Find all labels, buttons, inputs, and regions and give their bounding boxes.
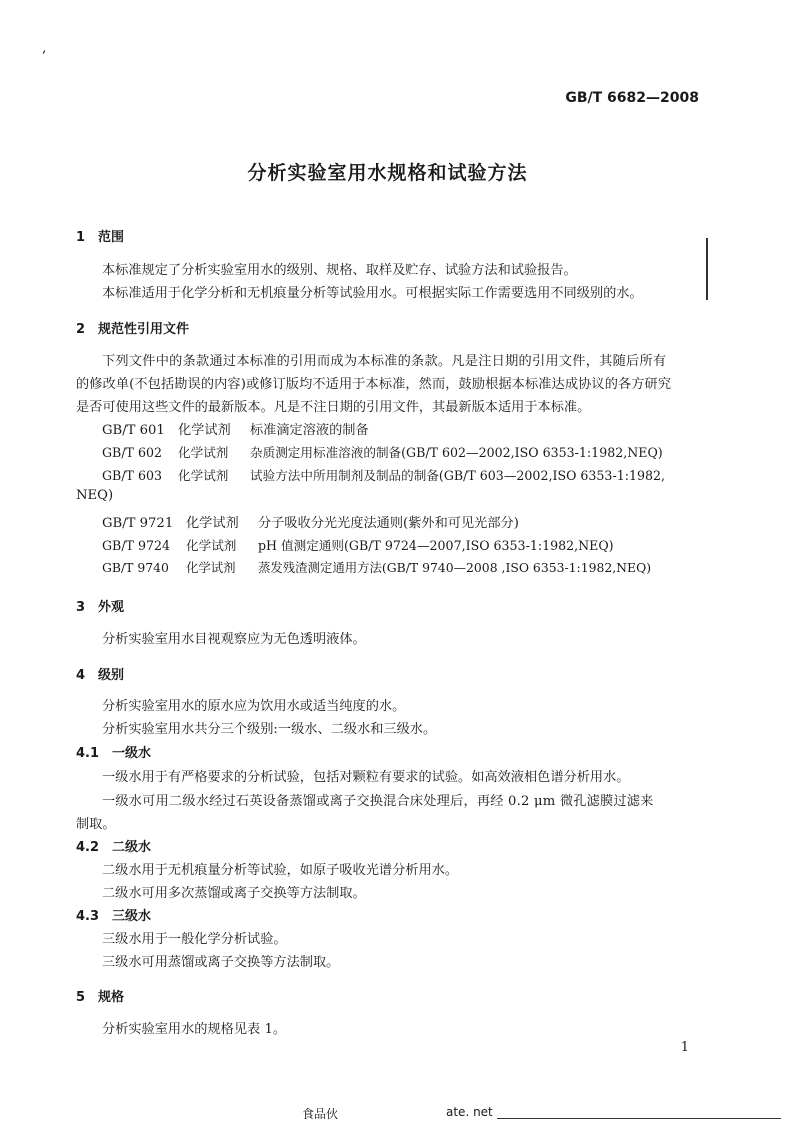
reference-row [102,442,663,461]
footer-rule [497,1118,781,1119]
section-2-intro-line-2: 的修改单(不包括勘误的内容)或修订版均不适用于本标准，然而，鼓励根据本标准达成协议的各方研究 [76,377,672,392]
section-4-3-heading: 4.3 三级水 [76,909,152,924]
reference-code: GB/T 601 [102,423,165,438]
reference-continuation: NEQ) [76,488,114,503]
reference-row [102,419,369,438]
reference-code: GB/T 9724 [102,538,171,553]
section-4-3-paragraph-2: 三级水可用蒸馏或离子交换等方法制取。 [102,955,340,970]
section-4-2-paragraph-2: 二级水可用多次蒸馏或离子交换等方法制取。 [102,886,366,901]
section-4-3-paragraph-1: 三级水用于一般化学分析试验。 [102,932,287,947]
section-1-paragraph-2: 本标准适用于化学分析和无机痕量分析等试验用水。可根据实际工作需要选用不同级别的水。 [102,286,643,301]
reference-category: 化学试剂 [178,468,229,483]
reference-row [102,535,614,554]
section-1-heading: 1 范围 [76,230,125,245]
reference-title: 试验方法中所用制剂及制品的制备(GB/T 603—2002,ISO 6353-1:1982, [250,468,666,483]
reference-code: GB/T 9721 [102,516,174,531]
reference-category: 化学试剂 [178,423,231,438]
reference-row [102,465,665,484]
reference-row [102,512,519,531]
reference-category: 化学试剂 [186,516,239,531]
reference-row [102,558,651,576]
footer [0,1105,789,1121]
corner-mark: , [42,40,47,56]
reference-title: 标准滴定溶液的制备 [250,423,369,438]
reference-title: 杂质测定用标准溶液的制备(GB/T 602—2002,ISO 6353-1:1982,NEQ) [250,445,663,460]
section-4-1-paragraph-2-line-1: 一级水可用二级水经过石英设备蒸馏或离子交换混合床处理后，再经 0.2 μm 微孔滤膜过滤来 [102,794,654,809]
section-3-paragraph-1: 分析实验室用水目视观察应为无色透明液体。 [102,632,366,647]
reference-category: 化学试剂 [186,560,236,575]
reference-code: GB/T 602 [102,445,162,460]
reference-category: 化学试剂 [178,445,229,460]
section-1-paragraph-1: 本标准规定了分析实验室用水的级别、规格、取样及贮存、试验方法和试验报告。 [102,263,577,278]
reference-code: GB/T 603 [102,468,162,483]
section-4-paragraph-1: 分析实验室用水的原水应为饮用水或适当纯度的水。 [102,699,406,714]
reference-code: GB/T 9740 [102,560,169,575]
section-4-paragraph-2: 分析实验室用水共分三个级别:一级水、二级水和三级水。 [102,722,437,737]
section-5-heading: 5 规格 [76,990,125,1005]
document-title: 分析实验室用水规格和试验方法 [247,162,528,184]
reference-title: pH 值测定通则(GB/T 9724—2007,ISO 6353-1:1982,NEQ) [258,538,614,553]
reference-title: 分子吸收分光光度法通则(紫外和可见光部分) [258,516,519,531]
section-4-1-paragraph-1: 一级水用于有严格要求的分析试验，包括对颗粒有要求的试验。如高效液相色谱分析用水。 [102,770,630,785]
standard-number: GB/T 6682—2008 [565,90,699,106]
section-2-intro-line-3: 是否可使用这些文件的最新版本。凡是不注日期的引用文件，其最新版本适用于本标准。 [76,400,591,415]
change-bar [706,238,708,300]
reference-title: 蒸发残渣测定通用方法(GB/T 9740—2008 ,ISO 6353-1:1982,NEQ) [258,560,652,575]
section-4-1-paragraph-2-line-2: 制取。 [76,817,116,832]
footer-left-text: 食品伙 [302,1107,339,1121]
section-4-2-paragraph-1: 二级水用于无机痕量分析等试验，如原子吸收光谱分析用水。 [102,863,459,878]
page-number: 1 [680,1040,689,1055]
footer-right-text: ate. net [446,1105,493,1119]
section-2-intro-line-1: 下列文件中的条款通过本标准的引用而成为本标准的条款。凡是注日期的引用文件，其随后所有 [102,354,667,369]
section-4-2-heading: 4.2 二级水 [76,840,152,855]
section-5-paragraph-1: 分析实验室用水的规格见表 1。 [102,1022,287,1037]
reference-category: 化学试剂 [186,538,237,553]
section-4-1-heading: 4.1 一级水 [76,746,152,761]
section-2-heading: 2 规范性引用文件 [76,322,190,337]
section-3-heading: 3 外观 [76,600,125,615]
section-4-heading: 4 级别 [76,668,125,683]
